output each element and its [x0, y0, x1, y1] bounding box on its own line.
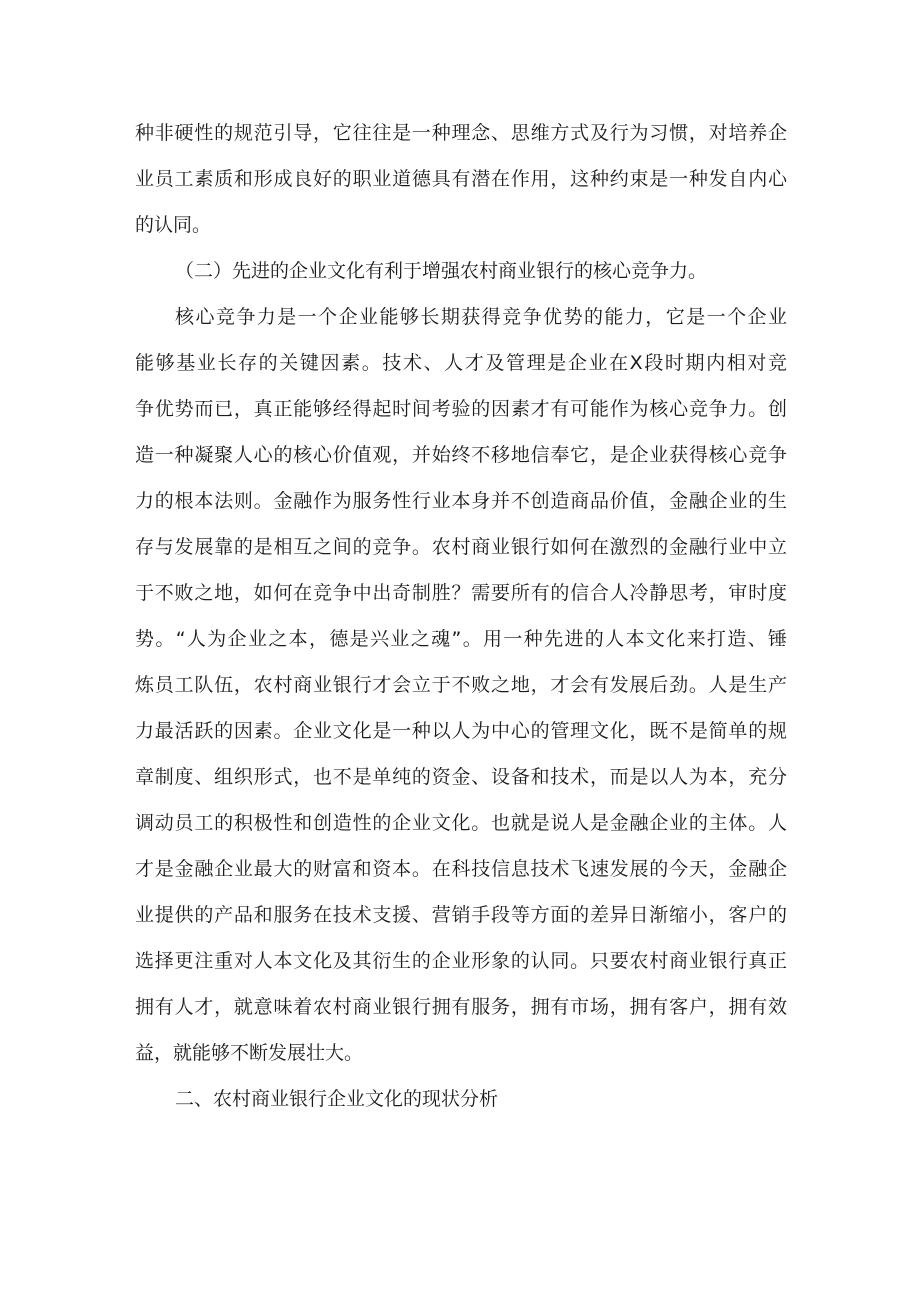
paragraph-line: 拥有人才，就意味着农村商业银行拥有服务，拥有市场，拥有客户，拥有效	[135, 996, 787, 1018]
paragraph-line: 的认同。	[135, 214, 212, 236]
paragraph-line: 业提供的产品和服务在技术支援、营销手段等方面的差异日渐缩小，客户的	[135, 904, 787, 926]
paragraph-line: 力的根本法则。金融作为服务性行业本身并不创造商品价值，金融企业的生	[135, 490, 787, 512]
section-heading: 二、农村商业银行企业文化的现状分析	[175, 1088, 499, 1110]
paragraph-line: 造一种凝聚人心的核心价值观，并始终不移地信奉它，是企业获得核心竞争	[135, 444, 787, 466]
paragraph-line: 章制度、组织形式，也不是单纯的资金、设备和技术，而是以人为本，充分	[135, 766, 787, 788]
paragraph-line: 选择更注重对人本文化及其衍生的企业形象的认同。只要农村商业银行真正	[135, 950, 787, 972]
paragraph-line: 调动员工的积极性和创造性的企业文化。也就是说人是金融企业的主体。人	[135, 812, 787, 834]
paragraph-line: 力最活跃的因素。企业文化是一种以人为中心的管理文化，既不是简单的规	[135, 720, 787, 742]
paragraph-line: 核心竞争力是一个企业能够长期获得竞争优势的能力，它是一个企业	[175, 306, 787, 328]
paragraph-line: 种非硬性的规范引导，它往往是一种理念、思维方式及行为习惯，对培养企	[135, 122, 787, 144]
paragraph-line: 于不败之地，如何在竞争中出奇制胜？需要所有的信合人冷静思考，审时度	[135, 582, 787, 604]
paragraph-line: 能够基业长存的关键因素。技术、人才及管理是企业在X段时期内相对竞	[135, 352, 787, 374]
paragraph-line: 才是金融企业最大的财富和资本。在科技信息技术飞速发展的今天，金融企	[135, 858, 787, 880]
subheading: （二）先进的企业文化有利于增强农村商业银行的核心竞争力。	[175, 260, 708, 282]
paragraph-line: 存与发展靠的是相互之间的竞争。农村商业银行如何在激烈的金融行业中立	[135, 536, 787, 558]
paragraph-line: 业员工素质和形成良好的职业道德具有潜在作用，这种约束是一种发自内心	[135, 168, 787, 190]
paragraph-line: 势。“人为企业之本，德是兴业之魂”。用一种先进的人本文化来打造、锤	[135, 628, 787, 650]
paragraph-line: 炼员工队伍，农村商业银行才会立于不败之地，才会有发展后劲。人是生产	[135, 674, 787, 696]
paragraph-line: 益，就能够不断发展壮大。	[135, 1042, 364, 1064]
paragraph-line: 争优势而已，真正能够经得起时间考验的因素才有可能作为核心竞争力。创	[135, 398, 787, 420]
